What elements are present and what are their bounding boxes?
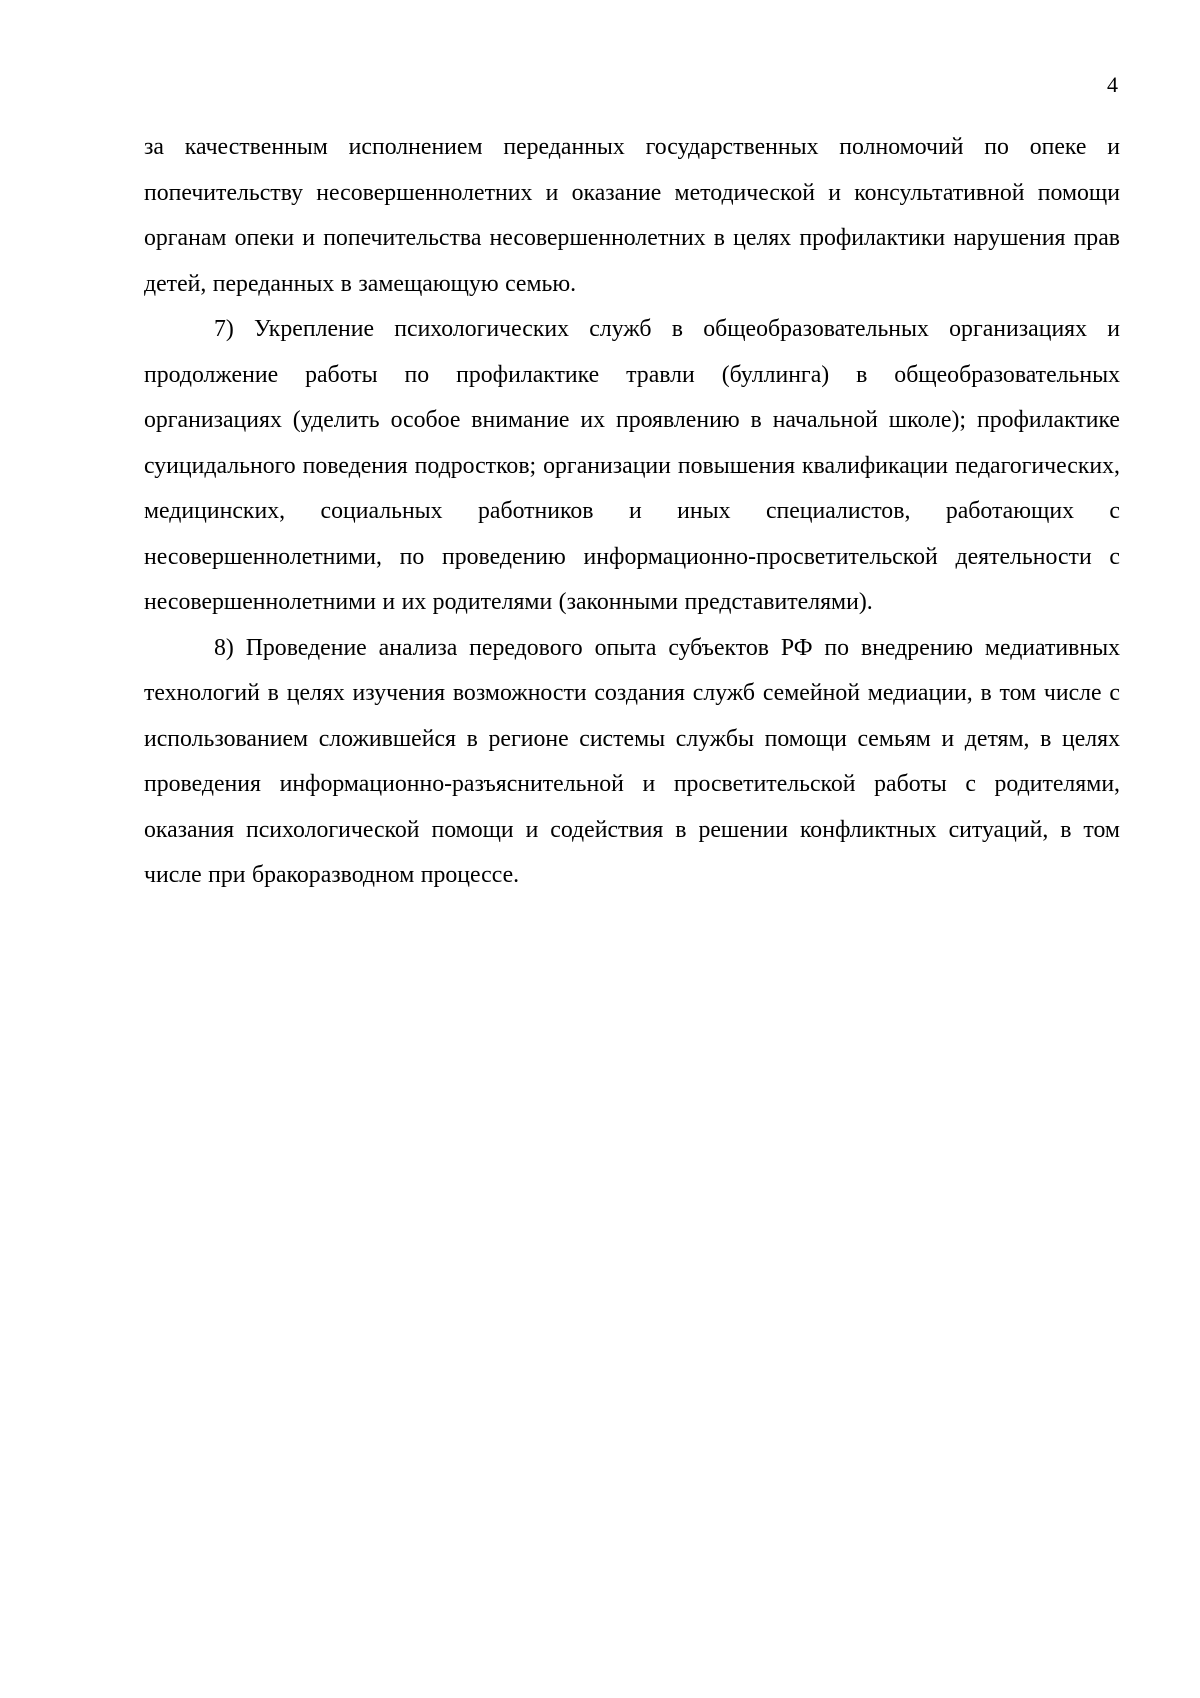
paragraph-item-7: 7) Укрепление психологических служб в общеобразовательных организациях и продолжение работы по профилактике травли (буллинга) в общеобразовательных организациях (уделить особое внимание их проявлению в начальной школе); профилактике суицидального поведения подростков; организации повышения квалификации педагогических, медицинских, социальных работников и иных специалистов, работающих с несовершеннолетними, по проведению информационно-просветительской деятельности с несовершеннолетними и их родителями (законными представителями). [144,316,1120,615]
paragraph-continuation: за качественным исполнением переданных государственных полномочий по опеке и попечительству несовершеннолетних и оказание методической и консультативной помощи органам опеки и попечительства несовершеннолетних в целях профилактики нарушения прав детей, переданных в замещающую семью. [144,134,1120,297]
document-body [144,125,1120,899]
paragraph-item-8: 8) Проведение анализа передового опыта субъектов РФ по внедрению медиативных технологий в целях изучения возможности создания служб семейной медиации, в том числе с использованием сложившейся в регионе системы службы помощи семьям и детям, в целях проведения информационно-разъяснительной и просветительской работы с родителями, оказания психологической помощи и содействия в решении конфликтных ситуаций, в том числе при бракоразводном процессе. [144,634,1120,888]
page-number: 4 [1107,72,1118,97]
